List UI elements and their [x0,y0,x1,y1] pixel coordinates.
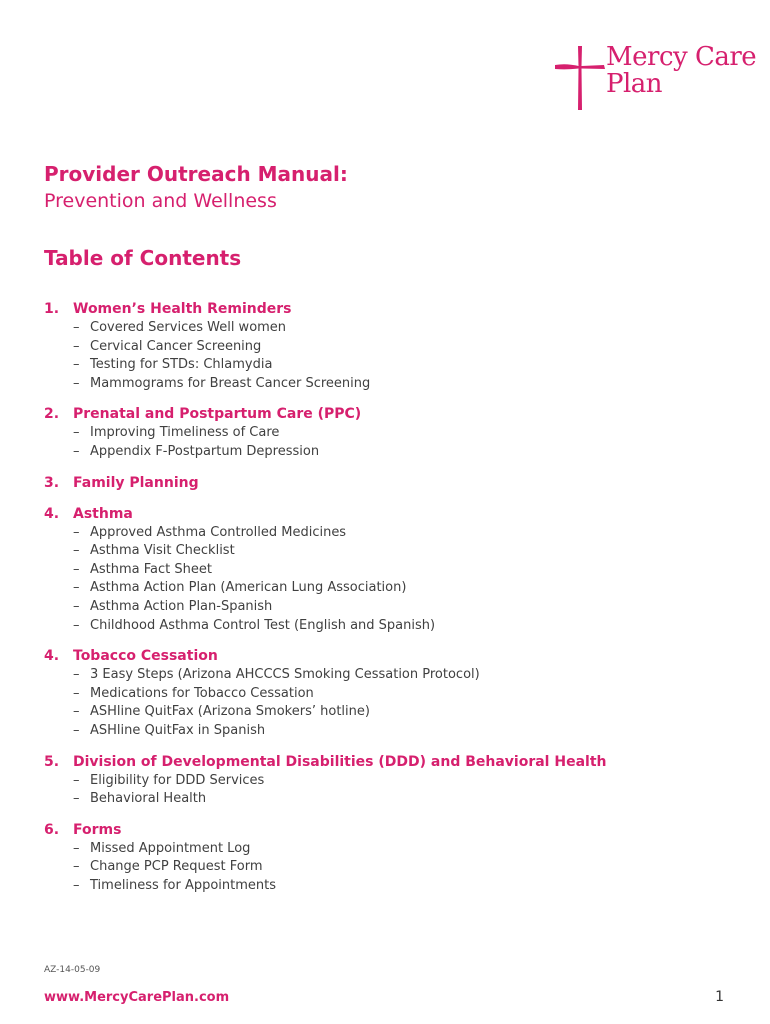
toc-item[interactable] [44,579,734,598]
toc-item[interactable] [44,877,734,896]
toc-item-label: Asthma Action Plan (American Lung Association) [90,580,407,596]
toc-item[interactable] [44,338,734,357]
toc-item-label: Covered Services Well women [90,320,287,335]
toc-item-label: Change PCP Request Form [90,859,263,875]
toc-section-heading[interactable] [44,753,734,772]
dash: – [73,543,80,559]
toc-item[interactable] [44,542,734,561]
toc-item-label: Asthma Action Plan-Spanish [90,598,273,614]
toc-item-label: Eligibility for DDD Services [90,772,265,788]
toc-section-1 [44,300,734,393]
toc-section-6 [44,753,734,809]
toc-item-label: Childhood Asthma Control Test (English and Spanish) [90,617,436,633]
section-title: Family Planning [73,474,199,491]
toc-item-label: Improving Timeliness of Care [90,425,280,441]
dash: – [73,722,80,738]
dash: – [73,425,80,441]
dash: – [73,617,80,633]
cross-icon [552,44,608,112]
dash: – [73,859,80,875]
logo-wordmark [606,44,756,98]
section-number: 4. [44,648,60,665]
dash: – [73,357,80,373]
dash: – [73,524,80,540]
toc-item[interactable] [44,722,734,741]
toc-item-label: Cervical Cancer Screening [90,338,262,354]
toc-item-label: Behavioral Health [90,791,207,807]
dash: – [73,598,80,614]
toc-item[interactable] [44,561,734,580]
toc-item-label: Mammograms for Breast Cancer Screening [90,375,371,391]
section-title: Tobacco Cessation [73,648,218,665]
logo-line-1: Mercy Care [606,42,757,72]
toc-item[interactable] [44,375,734,394]
section-number: 5. [44,753,60,770]
toc-item-label: Testing for STDs: Chlamydia [90,357,273,373]
toc-section-heading[interactable] [44,821,734,840]
document-code: AZ-14-05-09 [44,965,101,975]
section-number: 3. [44,474,60,491]
toc-item-label: ASHline QuitFax in Spanish [90,722,266,738]
section-number: 2. [44,406,60,423]
toc-item[interactable] [44,424,734,443]
toc-item-label: Asthma Visit Checklist [90,543,235,559]
dash: – [73,685,80,701]
toc-item-label: Timeliness for Appointments [90,877,277,893]
brand-logo [552,42,757,116]
toc-item-label: Appendix F-Postpartum Depression [90,443,320,459]
dash: – [73,443,80,459]
toc-item[interactable] [44,685,734,704]
document-title: Provider Outreach Manual: [44,162,348,186]
toc-item[interactable] [44,319,734,338]
toc-item-label: Approved Asthma Controlled Medicines [90,524,347,540]
dash: – [73,375,80,391]
document-subtitle: Prevention and Wellness [44,190,277,212]
toc-section-heading[interactable] [44,647,734,666]
section-title: Forms [73,821,122,838]
section-number: 4. [44,505,60,522]
dash: – [73,704,80,720]
dash: – [73,338,80,354]
section-title: Women’s Health Reminders [73,301,292,317]
section-number: 6. [44,821,60,838]
toc-section-3 [44,474,734,493]
section-number: 1. [44,301,60,317]
toc-item[interactable] [44,443,734,462]
toc-item[interactable] [44,772,734,791]
toc-item-label: ASHline QuitFax (Arizona Smokers’ hotline) [90,704,370,720]
section-title: Prenatal and Postpartum Care (PPC) [73,406,362,423]
table-of-contents [44,300,734,907]
toc-item-label: Missed Appointment Log [90,840,251,856]
toc-section-7 [44,821,734,896]
footer-website-link[interactable]: www.MercyCarePlan.com [44,990,230,1005]
toc-section-4 [44,505,734,636]
toc-section-heading[interactable] [44,405,734,424]
toc-item[interactable] [44,617,734,636]
section-title: Division of Developmental Disabilities (DDD) and Behavioral Health [73,753,607,770]
dash: – [73,667,80,683]
toc-item-label: Medications for Tobacco Cessation [90,685,314,701]
toc-section-heading[interactable] [44,300,734,319]
section-title: Asthma [73,505,133,522]
toc-item[interactable] [44,858,734,877]
dash: – [73,772,80,788]
logo-line-2: Plan [606,69,663,99]
toc-section-heading[interactable] [44,505,734,524]
toc-heading: Table of Contents [44,246,242,270]
dash: – [73,320,80,335]
toc-section-5 [44,647,734,740]
toc-item[interactable] [44,840,734,859]
toc-section-2 [44,405,734,461]
dash: – [73,561,80,577]
toc-item[interactable] [44,703,734,722]
dash: – [73,877,80,893]
toc-item-label: 3 Easy Steps (Arizona AHCCCS Smoking Cessation Protocol) [90,667,480,683]
toc-item[interactable] [44,598,734,617]
toc-item[interactable] [44,524,734,543]
toc-item-label: Asthma Fact Sheet [90,561,212,577]
toc-section-heading[interactable] [44,474,734,493]
toc-item[interactable] [44,356,734,375]
dash: – [73,840,80,856]
page-number: 1 [715,989,724,1005]
dash: – [73,791,80,807]
dash: – [73,580,80,596]
toc-item[interactable] [44,790,734,809]
toc-item[interactable] [44,666,734,685]
